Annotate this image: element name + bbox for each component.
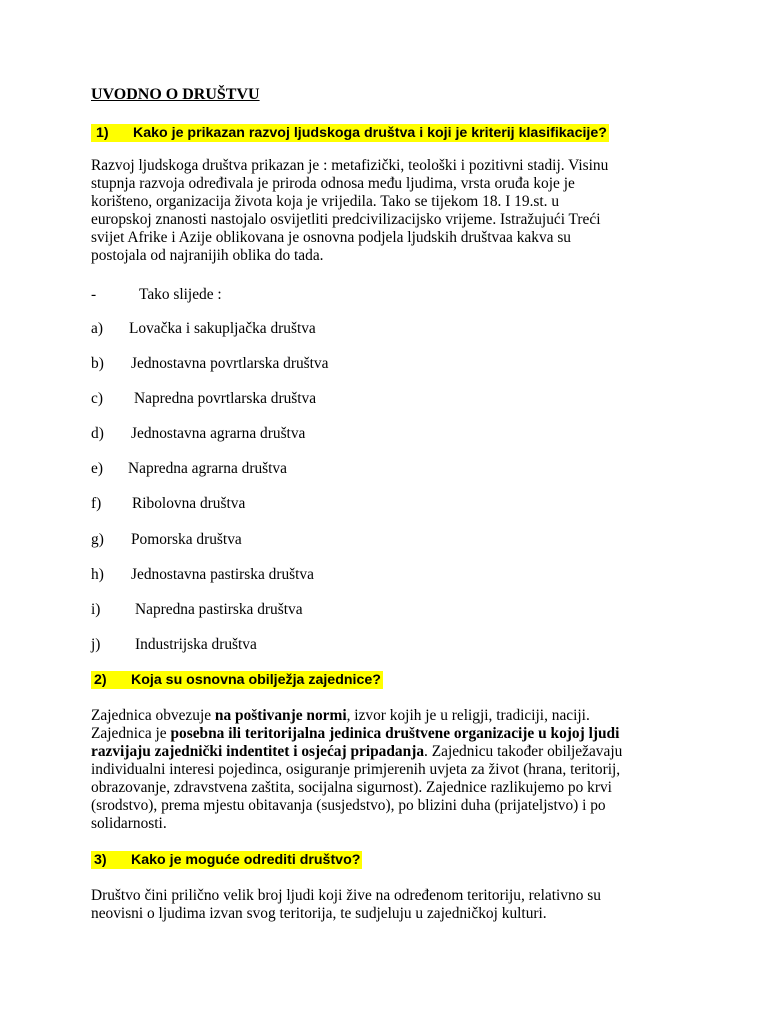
paragraph-line: europskoj znanosti nastojalo osvijetliti predcivilizacijsko vrijeme. Istražujući Treći [91,211,601,228]
question-2-heading [91,671,383,689]
list-item-text: Napredna pastirska društva [135,601,303,618]
list-item-text: Industrijska društva [135,636,257,653]
text-run: Zajednica je [91,725,171,742]
list-item-text: Jednostavna agrarna društva [131,425,306,442]
list-intro-text: Tako slijede : [139,286,222,303]
list-item-text: Jednostavna povrtlarska društva [131,355,329,372]
list-item-label: i) [91,601,101,618]
paragraph-line: Društvo čini prilično velik broj ljudi koji žive na određenom teritoriju, relativno su [91,887,601,904]
question-text: Kako je moguće odrediti društvo? [131,852,361,868]
bold-text-run: razvijaju zajednički indentitet i osjećaj pripadanja [91,743,425,760]
list-item-label: j) [91,636,101,653]
paragraph-line: individualni interesi pojedinca, osiguranje primjerenih uvjeta za život (hrana, teritorij, [91,761,621,778]
paragraph-2 [91,707,681,833]
bold-text-run: na poštivanje normi [214,707,347,724]
question-3-heading [91,851,362,869]
list-item-label: c) [91,390,103,407]
list-item-label: d) [91,425,104,442]
paragraph-line: postojala od najranijih oblika do tada. [91,247,324,264]
list-item-label: a) [91,320,103,337]
paragraph-line [91,707,681,725]
document-title: UVODNO O DRUŠTVU [91,86,260,103]
text-run: Zajednica obvezuje [91,707,215,724]
paragraph-line: neovisni o ljudima izvan svog teritorija, te sudjeluju u zajedničkoj kulturi. [91,905,547,922]
question-text: Koja su osnovna obilježja zajednice? [131,672,381,688]
list-item-text: Napredna povrtlarska društva [134,390,317,407]
paragraph-line: stupnja razvoja određivala je priroda odnosa među ljudima, vrsta oruđa koje je [91,175,575,192]
paragraph-3 [91,887,681,923]
paragraph-line: solidarnosti. [91,815,167,832]
list-item-text: Napredna agrarna društva [128,460,287,477]
question-1-heading [91,124,609,142]
text-run: . Zajednicu također obilježavaju [424,743,623,760]
question-number: 2) [94,672,107,688]
list-item-label: h) [91,566,104,583]
dash-bullet: - [91,286,97,303]
list-item-text: Pomorska društva [131,531,242,548]
paragraph-1 [91,157,681,265]
paragraph-line: svijet Afrike i Azije oblikovana je osnovna podjela ljudskih društvaa kakva su [91,229,572,246]
question-number: 3) [94,852,107,868]
paragraph-line: (srodstvo), prema mjestu obitavanja (susjedstvo), po blizini duha (prijateljstvo) i po [91,797,606,814]
paragraph-line: obrazovanje, zdravstvena zaštita, socijalna sigurnost). Zajednice razlikujemo po krvi [91,779,612,796]
text-run: , izvor kojih je u religji, tradiciji, naciji. [346,707,590,724]
question-text: Kako je prikazan razvoj ljudskoga društva i koji je kriterij klasifikacije? [133,125,607,141]
paragraph-line: Razvoj ljudskoga društva prikazan je : metafizički, teološki i pozitivni stadij. Visinu [91,157,609,174]
list-item-text: Lovačka i sakupljačka društva [129,320,316,337]
list-item-label: b) [91,355,104,372]
list-item-label: g) [91,531,104,548]
list-item-label: e) [91,460,103,477]
paragraph-line: korišteno, organizacija života koja je vrijedila. Tako se tijekom 18. I 19.st. u [91,193,560,210]
list-item-label: f) [91,495,102,512]
question-number: 1) [96,125,109,141]
list-item-text: Ribolovna društva [132,495,246,512]
paragraph-line [91,743,681,761]
paragraph-line [91,725,681,743]
list-item-text: Jednostavna pastirska društva [131,566,314,583]
bold-text-run: posebna ili teritorijalna jedinica društvene organizacije u kojoj ljudi [170,725,620,742]
